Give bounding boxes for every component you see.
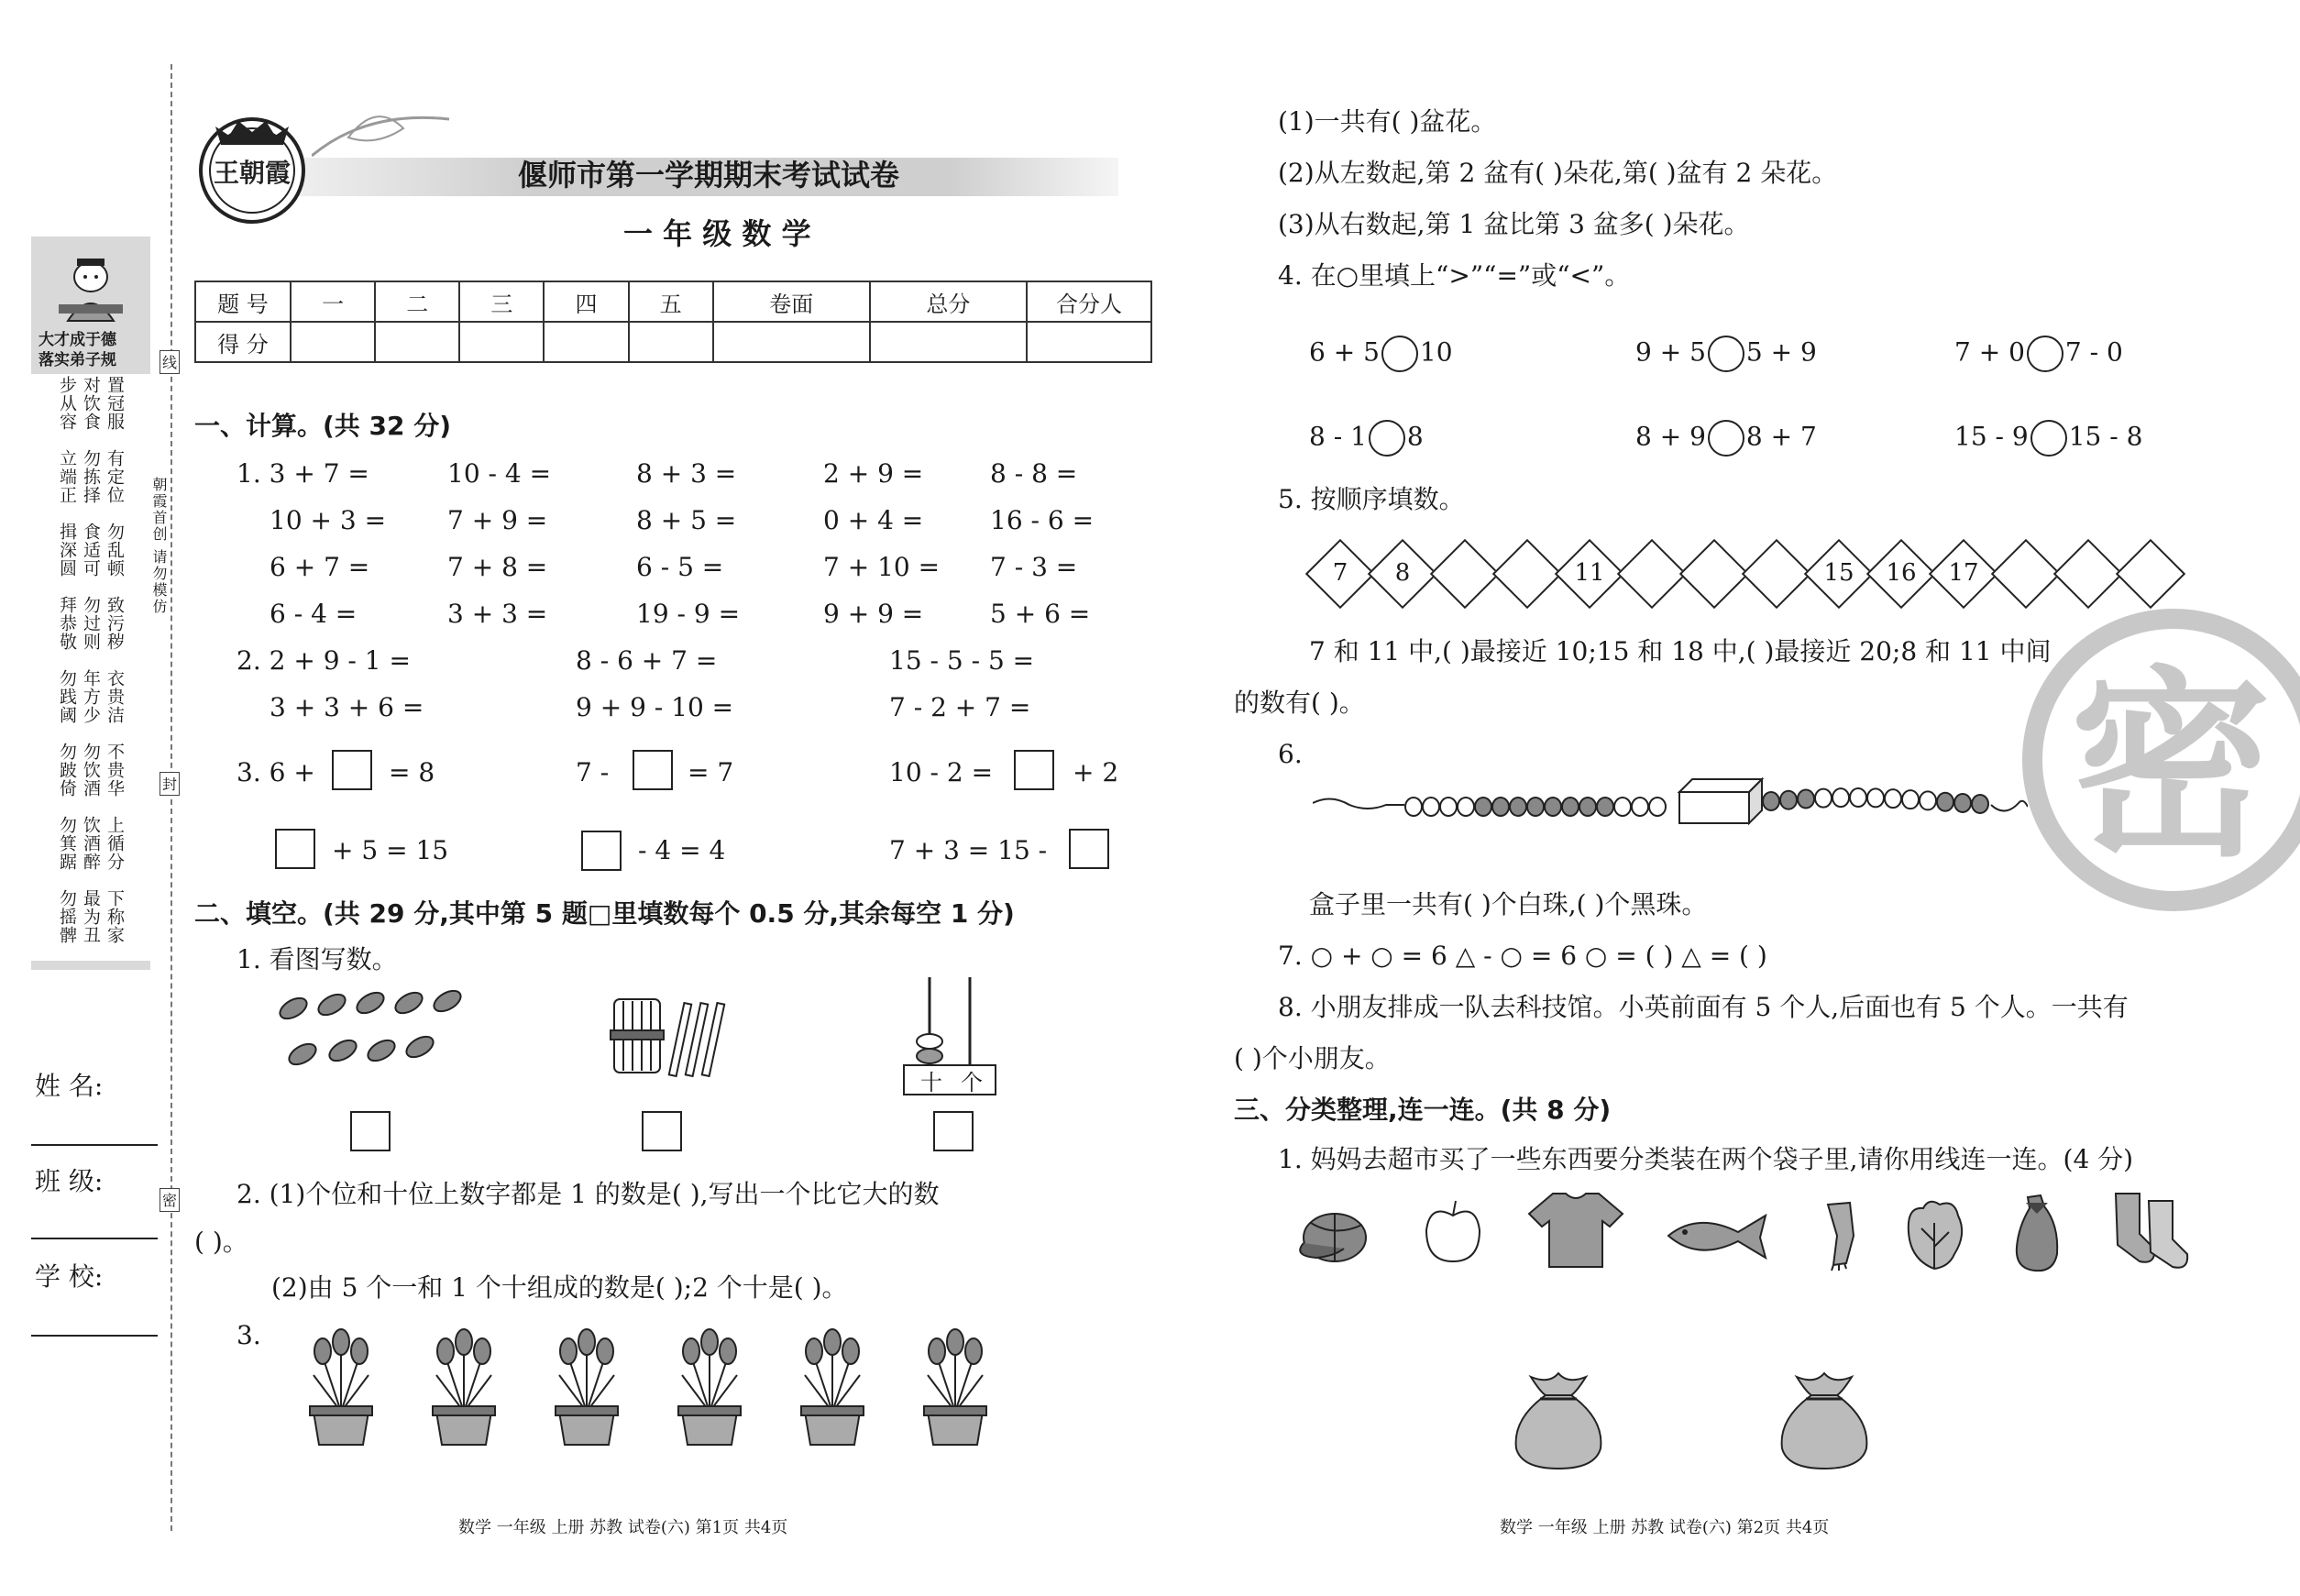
comparison-circle[interactable] — [2027, 336, 2063, 372]
sidebar-rule-column: 勿乱顿 — [105, 523, 125, 578]
q3d-post: + 5 = 15 — [332, 835, 449, 865]
bead — [1937, 793, 1953, 811]
score-input-cell[interactable] — [544, 322, 628, 362]
score-input-cell[interactable] — [870, 322, 1027, 362]
q2-3-2: (2)从左数起,第 2 盆有( )朵花,第( )盆有 2 朵花。 — [1278, 158, 1838, 188]
sidebar-rule-column: 勿跛倚 — [57, 743, 77, 798]
bead — [1850, 788, 1866, 807]
sidebar-motto-2: 落实弟子规 — [39, 351, 116, 369]
sidebar-rule-column: 最为丑 — [81, 889, 101, 944]
q3a-post: = 8 — [389, 757, 435, 787]
calc-item: 7 - 3 = — [990, 552, 1078, 582]
answer-box[interactable] — [1014, 750, 1054, 790]
sidebar-rule-column: 勿饮酒 — [81, 743, 101, 798]
q2-8-line2: ( )个小朋友。 — [1234, 1043, 1391, 1073]
table-cell: 三 — [459, 281, 544, 322]
flower-pot-icon — [295, 1320, 387, 1448]
abacus-tens-label: 十 — [920, 1070, 942, 1095]
q2-1-prompt: 1. 看图写数。 — [237, 944, 398, 974]
sidebar-rule-column: 勿箕踞 — [57, 816, 77, 871]
answer-box[interactable] — [642, 1111, 682, 1151]
bag-icon-1[interactable] — [1503, 1364, 1613, 1474]
bead — [1614, 798, 1631, 816]
q3c-post: + 2 — [1073, 757, 1119, 787]
bead — [1423, 798, 1439, 816]
watermark-text: 密 — [2070, 649, 2272, 884]
q3-1-prompt: 1. 妈妈去超市买了一些东西要分类装在两个袋子里,请你用线连一连。(4 分) — [1278, 1144, 2134, 1174]
answer-box[interactable] — [933, 1111, 974, 1151]
score-table — [194, 281, 1152, 363]
bead — [1972, 795, 1988, 813]
binding-line — [171, 64, 172, 1531]
footer-left: 数学 一年级 上册 苏教 试卷(六) 第1页 共4页 — [458, 1518, 788, 1537]
comparison-item — [1309, 336, 1453, 372]
comparison-right: 8 + 7 — [1745, 421, 1817, 452]
sidebar-rule-column: 勿过则 — [81, 596, 101, 651]
calc-item: 19 - 9 = — [636, 599, 741, 629]
q2-5-text2: 的数有( )。 — [1234, 688, 1365, 718]
bead — [1632, 798, 1648, 816]
secret-seal-watermark — [2022, 609, 2300, 911]
sequence-diamond[interactable] — [1617, 539, 1687, 609]
sequence-diamond[interactable] — [1430, 539, 1500, 609]
q2-2-line2: ( )。 — [194, 1227, 248, 1257]
flower-pot-icon — [418, 1320, 510, 1448]
sequence-diamond[interactable] — [1492, 539, 1562, 609]
sidebar-rule-column: 致污秽 — [105, 596, 125, 651]
calc-item: 16 - 6 = — [990, 505, 1095, 535]
bead — [1832, 788, 1849, 807]
seal-mark-2: 封 — [160, 772, 180, 796]
sidebar-rule-column: 对饮食 — [81, 376, 101, 431]
bead — [1867, 788, 1884, 807]
apple-icon — [1421, 1197, 1485, 1267]
bead — [1458, 798, 1474, 816]
bead — [1798, 790, 1814, 809]
answer-box[interactable] — [1069, 829, 1109, 869]
comparison-right: 15 - 8 — [2068, 421, 2143, 452]
name-line — [31, 1144, 158, 1146]
eggplant-icon — [2004, 1190, 2068, 1276]
comparison-left: 8 - 1 — [1309, 421, 1367, 452]
q2-2-line1: 2. (1)个位和十位上数字都是 1 的数是( ),写出一个比它大的数 — [237, 1179, 940, 1209]
logo-emblem — [188, 108, 316, 227]
q2-3-1: (1)一共有( )盆花。 — [1278, 106, 1497, 137]
table-cell: 卷面 — [713, 281, 870, 322]
score-input-cell[interactable] — [375, 322, 459, 362]
sidebar-rule-column: 不贵华 — [105, 743, 125, 798]
comparison-item — [1954, 336, 2123, 372]
calc-item: 7 + 9 = — [447, 505, 548, 535]
sidebar-rule-column: 拜恭敬 — [57, 596, 77, 651]
q2-3-label: 3. — [237, 1320, 261, 1350]
q2-3-3: (3)从右数起,第 1 盆比第 3 盆多( )朵花。 — [1278, 209, 1750, 239]
calc-item: 9 + 9 = — [823, 599, 924, 629]
calc-item: 8 - 8 = — [990, 458, 1078, 489]
q3c-pre: 10 - 2 = — [889, 757, 994, 787]
calc-item: 8 + 5 = — [636, 505, 737, 535]
bead — [1545, 798, 1561, 816]
comparison-left: 15 - 9 — [1954, 421, 2029, 452]
bead — [1579, 798, 1596, 816]
bead — [1954, 794, 1971, 812]
sidebar-rule-column: 立端正 — [57, 449, 77, 504]
calc-item: 2. 2 + 9 - 1 = — [237, 645, 411, 676]
comparison-item — [1954, 420, 2142, 457]
calc-item: 15 - 5 - 5 = — [889, 645, 1035, 676]
comparison-right: 8 — [1406, 421, 1424, 452]
calc-item: 5 + 6 = — [990, 599, 1091, 629]
calc-item: 3 + 3 = — [447, 599, 548, 629]
table-cell: 合分人 — [1027, 281, 1151, 322]
calc-item: 8 - 6 + 7 = — [576, 645, 718, 676]
table-cell: 一 — [291, 281, 375, 322]
sidebar-rule-column: 有定位 — [105, 449, 125, 504]
school-line — [31, 1335, 158, 1337]
calc-item: 10 + 3 = — [270, 505, 387, 535]
bead — [1649, 798, 1666, 816]
section2-title: 二、填空。(共 29 分,其中第 5 题□里填数每个 0.5 分,其余每空 1 分) — [194, 898, 1015, 929]
sidebar-rule-column: 年方少 — [81, 669, 101, 724]
table-cell: 总分 — [870, 281, 1027, 322]
answer-box[interactable] — [581, 831, 622, 871]
comparison-item — [1635, 420, 1817, 457]
bead — [1815, 789, 1832, 808]
calc-item: 6 - 4 = — [270, 599, 358, 629]
comparison-left: 7 + 0 — [1954, 336, 2025, 368]
section3-title: 三、分类整理,连一连。(共 8 分) — [1234, 1095, 1612, 1125]
bead-string-illustration — [1313, 766, 2028, 840]
sidebar-motto-1: 大才成于德 — [39, 331, 116, 349]
cabbage-icon — [1898, 1195, 1971, 1272]
seal-mark-3: 密 — [160, 1188, 180, 1212]
bead — [1920, 791, 1936, 809]
score-table-score-row — [195, 322, 1151, 362]
comparison-right: 5 + 9 — [1745, 336, 1817, 368]
calc-item: 1. 3 + 7 = — [237, 458, 369, 489]
q3b-pre: 7 - — [576, 757, 610, 787]
sidebar-rule-column: 步从容 — [57, 376, 77, 431]
table-cell: 四 — [544, 281, 628, 322]
answer-box[interactable] — [350, 1111, 391, 1151]
sequence-number: 17 — [1948, 559, 1979, 587]
bead — [1885, 789, 1901, 808]
ribbon-decoration — [312, 101, 458, 165]
table-cell: 二 — [375, 281, 459, 322]
school-label: 学 校: — [35, 1261, 104, 1292]
sidebar-rule-column: 勿践阈 — [57, 669, 77, 724]
bead — [1763, 792, 1779, 810]
bead — [1780, 791, 1797, 809]
calc-item: 6 - 5 = — [636, 552, 724, 582]
bead — [1492, 798, 1509, 816]
sequence-number: 11 — [1574, 559, 1605, 587]
bead — [1902, 790, 1919, 809]
sticks-illustration — [605, 990, 733, 1082]
calc-item: 8 + 3 = — [636, 458, 737, 489]
flower-pot-icon — [909, 1320, 1001, 1448]
bead — [1405, 798, 1422, 816]
q2-6-label: 6. — [1278, 739, 1303, 769]
name-label: 姓 名: — [35, 1071, 104, 1101]
answer-box[interactable] — [332, 750, 372, 790]
sequence-number: 7 — [1332, 559, 1348, 587]
logo-text: 王朝霞 — [213, 158, 292, 188]
q2-5-prompt: 5. 按顺序填数。 — [1278, 484, 1465, 514]
sequence-diamond[interactable] — [2053, 539, 2123, 609]
calc-item: 7 + 10 = — [823, 552, 941, 582]
sequence-number: 8 — [1394, 559, 1411, 587]
sidebar-rule-column: 置冠服 — [105, 376, 125, 431]
calc-item: 9 + 9 - 10 = — [576, 692, 734, 722]
bead — [1475, 798, 1491, 816]
comparison-right: 10 — [1419, 336, 1453, 368]
flower-pot-icon — [541, 1320, 633, 1448]
scarf-icon — [1813, 1199, 1868, 1272]
socks-icon — [2107, 1188, 2198, 1274]
sidebar-rule-column: 揖深圆 — [57, 523, 77, 578]
table-cell: 题 号 — [195, 281, 291, 322]
comparison-circle[interactable] — [1708, 336, 1744, 372]
comparison-circle[interactable] — [1381, 336, 1418, 372]
class-label: 班 级: — [35, 1166, 104, 1196]
sidebar-rule-column: 上循分 — [105, 816, 125, 871]
q2-7-text: 7. ○ + ○ = 6 △ - ○ = 6 ○ = ( ) △ = ( ) — [1278, 941, 1767, 971]
score-input-cell[interactable] — [629, 322, 713, 362]
bead — [1510, 798, 1526, 816]
sequence-number: 16 — [1886, 559, 1917, 587]
comparison-item — [1309, 420, 1424, 457]
q3a-pre: 3. 6 + — [237, 757, 315, 787]
q2-6-text: 盒子里一共有( )个白珠,( )个黑珠。 — [1309, 889, 1708, 919]
score-input-cell[interactable] — [291, 322, 375, 362]
q2-8-line1: 8. 小朋友排成一队去科技馆。小英前面有 5 个人,后面也有 5 个人。一共有 — [1278, 992, 2129, 1022]
sequence-diamond[interactable] — [1679, 539, 1749, 609]
sequence-diamond[interactable] — [1991, 539, 2061, 609]
comparison-circle[interactable] — [2030, 420, 2067, 457]
score-input-cell[interactable] — [1027, 322, 1151, 362]
answer-box[interactable] — [275, 829, 315, 869]
comparison-right: 7 - 0 — [2064, 336, 2123, 368]
q3b-post: = 7 — [688, 757, 734, 787]
flower-pot-icon — [664, 1320, 755, 1448]
seal-mark-1: 线 — [160, 350, 180, 374]
bead — [1440, 798, 1457, 816]
sidebar-rule-column: 勿摇髀 — [57, 889, 77, 944]
q3f-pre: 7 + 3 = 15 - — [889, 835, 1048, 865]
answer-box[interactable] — [633, 750, 673, 790]
q2-4-prompt: 4. 在○里填上“>”“=”或“<”。 — [1278, 260, 1631, 291]
comparison-circle[interactable] — [1369, 420, 1405, 457]
bead — [1527, 798, 1544, 816]
copyright-note: 朝霞首创 请勿模仿 — [150, 477, 168, 616]
footer-right: 数学 一年级 上册 苏教 试卷(六) 第2页 共4页 — [1500, 1518, 1830, 1537]
section1-title: 一、计算。(共 32 分) — [194, 411, 452, 441]
bag-icon-2[interactable] — [1769, 1364, 1879, 1474]
sidebar-rule-column: 食适可 — [81, 523, 101, 578]
bead — [1562, 798, 1579, 816]
exam-subtitle: 一 年 级 数 学 — [623, 216, 811, 251]
table-cell: 五 — [629, 281, 713, 322]
class-line — [31, 1238, 158, 1239]
exam-title: 偃师市第一学期期末考试试卷 — [518, 158, 900, 193]
q2-2-line3: (2)由 5 个一和 1 个十组成的数是( );2 个十是( )。 — [271, 1272, 848, 1303]
comparison-left: 6 + 5 — [1309, 336, 1380, 368]
comparison-left: 8 + 9 — [1635, 421, 1706, 452]
cap-icon — [1289, 1201, 1381, 1265]
sidebar-rule-column: 下称家 — [105, 889, 125, 944]
calc-item: 6 + 7 = — [270, 552, 370, 582]
fish-icon — [1661, 1208, 1771, 1263]
scholar-illustration — [50, 249, 132, 323]
score-input-cell[interactable] — [713, 322, 870, 362]
flower-pot-icon — [787, 1320, 878, 1448]
calc-item: 0 + 4 = — [823, 505, 924, 535]
bead — [1597, 798, 1613, 816]
q2-5-text1: 7 和 11 中,( )最接近 10;15 和 18 中,( )最接近 20;8 和 11 中间 — [1309, 636, 2052, 666]
q3e-post: - 4 = 4 — [638, 835, 726, 865]
candies-illustration — [266, 981, 477, 1082]
sequence-diamond[interactable] — [2116, 539, 2185, 609]
sidebar-rule-column: 饮酒醉 — [81, 816, 101, 871]
tshirt-icon — [1525, 1188, 1626, 1271]
sidebar-rule-column: 衣贵洁 — [105, 669, 125, 724]
abacus-illustration — [897, 974, 1007, 1102]
sequence-number: 15 — [1823, 559, 1854, 587]
calc-item: 3 + 3 + 6 = — [270, 692, 424, 722]
table-cell: 得 分 — [195, 322, 291, 362]
abacus-ones-label: 个 — [961, 1070, 983, 1095]
calc-item: 7 - 2 + 7 = — [889, 692, 1031, 722]
calc-item: 10 - 4 = — [447, 458, 552, 489]
calc-item: 2 + 9 = — [823, 458, 924, 489]
sequence-diamond[interactable] — [1742, 539, 1811, 609]
calc-item: 7 + 8 = — [447, 552, 548, 582]
sidebar-rule-column: 勿拣择 — [81, 449, 101, 504]
comparison-circle[interactable] — [1708, 420, 1744, 457]
comparison-item — [1635, 336, 1817, 372]
score-input-cell[interactable] — [459, 322, 544, 362]
score-table-header-row — [195, 281, 1151, 322]
comparison-left: 9 + 5 — [1635, 336, 1706, 368]
